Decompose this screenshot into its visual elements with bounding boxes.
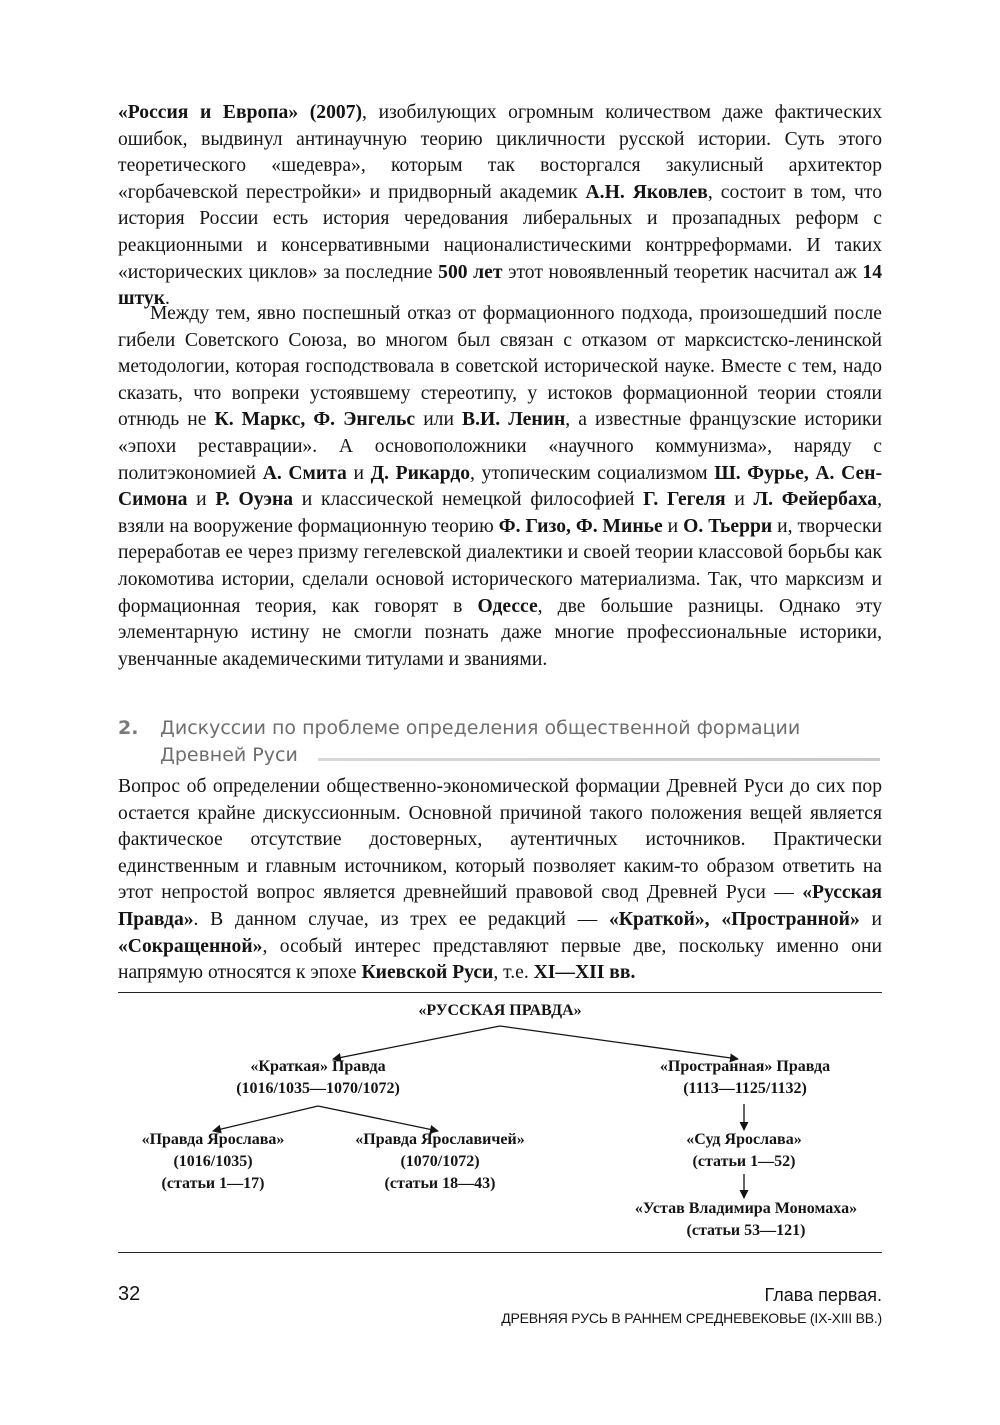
bold-emphasis: 500 лет bbox=[438, 261, 503, 283]
bold-emphasis: О. Тьерри bbox=[683, 515, 773, 537]
node-pravda-yaroslava-articles: (статьи 1—17) bbox=[161, 1175, 265, 1192]
bold-emphasis: Ш. Фурье, А. Сен-Симона bbox=[118, 462, 882, 511]
arrow-short-to-yaroslav bbox=[213, 1106, 318, 1131]
node-extended-pravda bbox=[640, 1056, 850, 1100]
arrow-root-to-extended bbox=[500, 1026, 738, 1059]
arrow-short-to-yaroslavichi bbox=[318, 1106, 438, 1131]
running-footer bbox=[501, 1283, 882, 1329]
bold-emphasis: «Россия и Европа» (2007) bbox=[118, 102, 363, 123]
node-pravda-yaroslava-dates: (1016/1035) bbox=[173, 1153, 253, 1170]
node-russkaya-pravda-label: «РУССКАЯ ПРАВДА» bbox=[418, 1002, 582, 1019]
paragraph-1 bbox=[118, 100, 882, 313]
node-ustav-monomakha-articles: (статьи 53—121) bbox=[686, 1222, 806, 1239]
section-title-line-2: Древней Руси bbox=[160, 744, 298, 766]
node-pravda-yaroslavichei-articles: (статьи 18—43) bbox=[384, 1175, 496, 1192]
section-number: 2. bbox=[118, 717, 139, 739]
page-number: 32 bbox=[118, 1283, 141, 1305]
node-ustav-monomakha bbox=[616, 1198, 876, 1242]
paragraph-2 bbox=[118, 301, 882, 673]
node-pravda-yaroslavichei bbox=[340, 1129, 540, 1195]
node-pravda-yaroslavichei-dates: (1070/1072) bbox=[400, 1153, 480, 1170]
node-sud-yaroslava-articles: (статьи 1—52) bbox=[692, 1153, 796, 1170]
section-heading-rule bbox=[318, 758, 880, 761]
node-short-pravda-dates: (1016/1035—1070/1072) bbox=[236, 1080, 400, 1097]
node-sud-yaroslava bbox=[664, 1129, 824, 1173]
paragraph-2-text: Между тем, явно поспешный отказ от формационного подхода, произошедший после гибели Советского Союза, во многом был связан с отказом от марксистско-ленинской методологии, которая господствовала в советской исторической науке. Вместе с тем, надо сказать, что вопреки устоявшему стереотипу, у истоков формационной теории стояли отнюдь не К. Маркс, Ф. Энгельс или В.И. Ленин, а известные французские историки «эпохи реставрации». А основоположники «научного коммунизма», наряду с политэкономией А. Смита и Д. Рикардо, утопическим социализмом Ш. Фурье, А. Сен-Симона и Р. Оуэна и классической немецкой философией Г. Гегеля и Л. Фейербаха, взяли на вооружение формационную теорию Ф. Гизо, Ф. Минье и О. Тьерри и, творчески переработав ее через призму гегелевской диалектики и своей теории классовой борьбы как локомотива истории, сделали основой исторического материализма. Так, что марксизм и формационная теория, как говорят в Одессе, две большие разницы. Однако эту элементарную истину не смогли познать даже многие профессиональные историки, увенчанные академическими титулами и званиями. bbox=[118, 303, 883, 670]
bold-emphasis: Одессе bbox=[477, 595, 538, 617]
paragraph-3 bbox=[118, 774, 882, 987]
chapter-title: Глава первая. bbox=[764, 1285, 882, 1305]
bold-emphasis: Ф. Гизо, Ф. Минье bbox=[498, 515, 663, 537]
bold-emphasis: Р. Оуэна bbox=[215, 489, 294, 511]
node-extended-pravda-title: «Пространная» Правда bbox=[659, 1058, 831, 1075]
node-extended-pravda-dates: (1113—1125/1132) bbox=[683, 1080, 807, 1097]
bold-emphasis: Л. Фейербаха bbox=[753, 489, 878, 511]
russkaya-pravda-diagram bbox=[118, 992, 882, 1254]
paragraph-1-text: «Россия и Европа» (2007), изобилующих огромным количеством даже фактических ошибок, выдвинул антинаучную теорию цикличности русской истории. Суть этого теоретического «шедевра», которым так восторгался закулисный архитектор «горбачевской перестройки» и придворный академик А.Н. Яковлев, состоит в том, что история России есть история чередования либеральных и прозападных реформ с реакционными и консервативными националистическими контрреформами. И таких «исторических циклов» за последние 500 лет этот новоявленный теоретик насчитал аж 14 штук. bbox=[118, 102, 882, 310]
node-russkaya-pravda bbox=[400, 1000, 600, 1022]
node-sud-yaroslava-title: «Суд Ярослава» bbox=[686, 1131, 802, 1148]
bold-emphasis: А. Смита bbox=[262, 462, 347, 484]
node-pravda-yaroslava-title: «Правда Ярослава» bbox=[141, 1131, 285, 1148]
bold-emphasis: «Русская Правда» bbox=[118, 882, 882, 930]
bold-emphasis: Д. Рикардо bbox=[370, 462, 471, 484]
chapter-subtitle: ДРЕВНЯЯ РУСЬ В РАННЕМ СРЕДНЕВЕКОВЬЕ (IX-XIII ВВ.) bbox=[501, 1310, 882, 1326]
section-title-line-1: Дискуссии по проблеме определения общественной формации bbox=[160, 717, 801, 739]
arrow-root-to-short bbox=[333, 1026, 500, 1059]
node-short-pravda bbox=[208, 1056, 428, 1100]
bold-emphasis: Киевской Руси bbox=[361, 962, 494, 984]
bold-emphasis: К. Маркс, Ф. Энгельс bbox=[214, 409, 416, 431]
bold-emphasis: В.И. Ленин bbox=[462, 409, 566, 431]
node-pravda-yaroslava bbox=[118, 1129, 308, 1195]
bold-emphasis: «Краткой», «Пространной» bbox=[608, 908, 860, 930]
bold-emphasis: Г. Гегеля bbox=[643, 489, 726, 511]
paragraph-3-text: Вопрос об определении общественно-экономической формации Древней Руси до сих пор остается крайне дискуссионным. Основной причиной такого положения вещей является фактическое отсутствие достоверных, аутентичных источников. Практически единственным и главным источником, который позволяет каким-то образом ответить на этот непростой вопрос является древнейший правовой свод Древней Руси — «Русская Правда». В данном случае, из трех ее редакций — «Краткой», «Пространной» и «Сокращенной», особый интерес представляют первые две, поскольку именно они напрямую относятся к эпохе Киевской Руси, т.е. XI—XII вв. bbox=[118, 776, 883, 984]
node-pravda-yaroslavichei-title: «Правда Ярославичей» bbox=[355, 1131, 525, 1148]
bold-emphasis: XI—XII вв. bbox=[533, 962, 636, 984]
node-short-pravda-title: «Краткая» Правда bbox=[250, 1058, 386, 1075]
bold-emphasis: 14 штук bbox=[118, 261, 882, 310]
bold-emphasis: А.Н. Яковлев bbox=[585, 181, 708, 203]
bold-emphasis: «Сокращенной» bbox=[118, 935, 263, 957]
node-ustav-monomakha-title: «Устав Владимира Мономаха» bbox=[634, 1200, 858, 1217]
